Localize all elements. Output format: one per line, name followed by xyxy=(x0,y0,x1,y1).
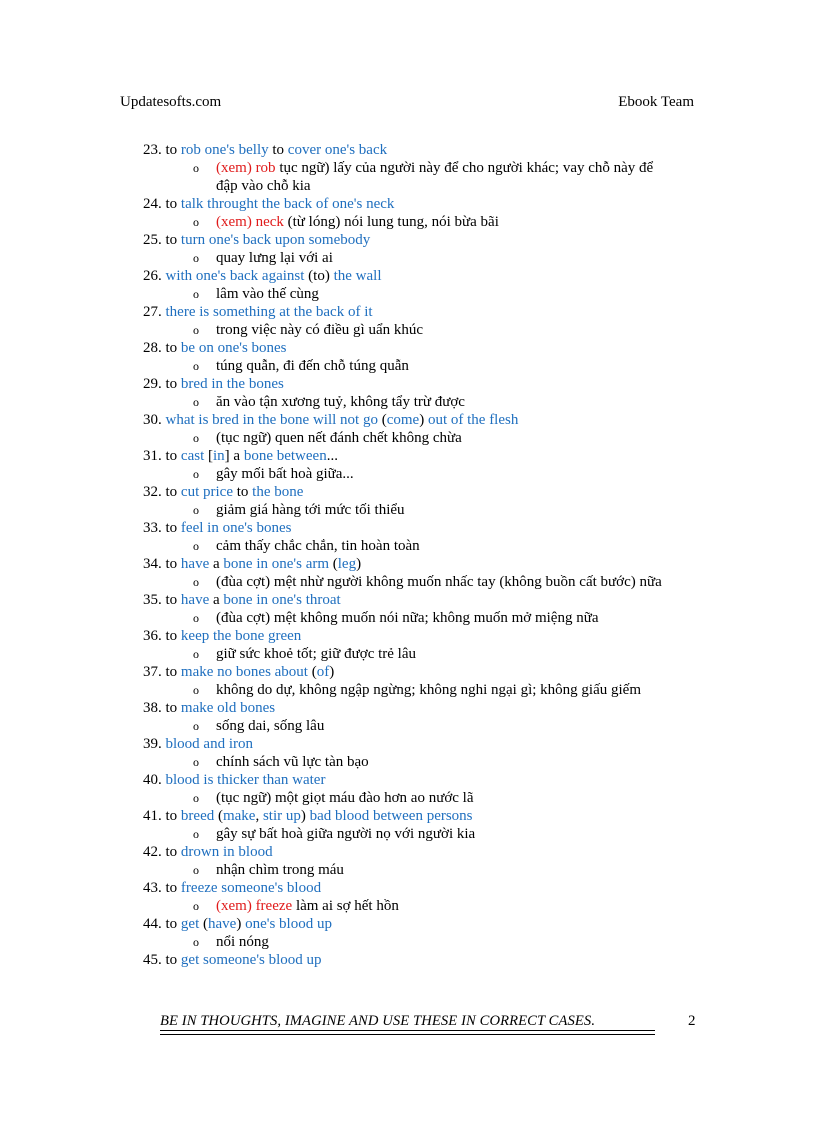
term-text: ) xyxy=(329,664,335,680)
definition-text: ăn vào tận xương tuỷ, không tẩy trừ được xyxy=(216,394,465,410)
term-text: to xyxy=(165,520,181,536)
term-phrase: make old bones xyxy=(180,700,276,716)
bullet-icon: o xyxy=(193,467,199,481)
term-text: ( xyxy=(199,916,208,932)
term-phrase: cover one's back xyxy=(287,142,388,158)
entry-definition xyxy=(143,933,703,951)
term-phrase: in xyxy=(213,448,225,464)
entry-number: 25. xyxy=(143,232,162,248)
term-phrase: bad blood between persons xyxy=(309,808,473,824)
bullet-icon: o xyxy=(193,539,199,553)
term-phrase: bred in the bones xyxy=(180,376,284,392)
entry-number: 34. xyxy=(143,556,162,572)
term-phrase: one's blood up xyxy=(245,916,332,932)
term-phrase: bone in one's arm xyxy=(223,556,330,572)
bullet-icon: o xyxy=(193,395,199,409)
term-text: ] a xyxy=(224,448,244,464)
entry-number: 40. xyxy=(143,772,162,788)
footer-rule-bottom xyxy=(160,1034,655,1035)
entry-number: 32. xyxy=(143,484,162,500)
term-phrase: the bone xyxy=(252,484,304,500)
term-phrase: blood and iron xyxy=(165,736,253,752)
entry-definition xyxy=(143,897,703,915)
footer-rule-top xyxy=(160,1030,655,1031)
entry-number: 39. xyxy=(143,736,162,752)
bullet-icon: o xyxy=(193,827,199,841)
term-phrase: feel in one's bones xyxy=(180,520,292,536)
entry-definition xyxy=(143,429,703,447)
term-phrase: have xyxy=(208,916,237,932)
header-team: Ebook Team xyxy=(618,94,694,110)
entry-term xyxy=(143,699,703,717)
entry-term xyxy=(143,663,703,681)
entry-number: 41. xyxy=(143,808,162,824)
term-phrase: blood is thicker than water xyxy=(165,772,326,788)
entry-number: 44. xyxy=(143,916,162,932)
term-phrase: come xyxy=(386,412,420,428)
bullet-icon: o xyxy=(193,251,199,265)
term-phrase: cut price xyxy=(180,484,233,500)
entry-definition xyxy=(143,753,703,771)
definition-text: tục ngữ) lấy của người này để cho người khác; vay chỗ này để xyxy=(275,160,654,176)
list-item xyxy=(143,951,703,969)
page-number: 2 xyxy=(688,1013,696,1029)
list-item xyxy=(143,915,703,951)
entry-number: 27. xyxy=(143,304,162,320)
list-item xyxy=(143,447,703,483)
term-phrase: freeze someone's blood xyxy=(180,880,322,896)
term-text: to xyxy=(165,232,181,248)
term-phrase: the wall xyxy=(333,268,382,284)
term-text: to xyxy=(165,700,181,716)
list-item xyxy=(143,807,703,843)
entry-number: 29. xyxy=(143,376,162,392)
entry-definition xyxy=(143,393,703,411)
cross-reference: (xem) freeze xyxy=(216,898,293,914)
definition-text: (đùa cợt) mệt không muốn nói nữa; không muốn mở miệng nữa xyxy=(216,610,599,626)
term-text: , xyxy=(255,808,263,824)
bullet-icon: o xyxy=(193,935,199,949)
term-text: to xyxy=(165,808,181,824)
entry-number: 24. xyxy=(143,196,162,212)
definition-text: (từ lóng) nói lung tung, nói bừa bãi xyxy=(283,214,499,230)
entry-term xyxy=(143,771,703,789)
entry-definition xyxy=(143,537,703,555)
entry-term xyxy=(143,375,703,393)
term-text: to xyxy=(165,484,181,500)
term-phrase: turn one's back upon somebody xyxy=(180,232,371,248)
entry-term xyxy=(143,807,703,825)
entry-definition xyxy=(143,717,703,735)
term-text: ( xyxy=(214,808,223,824)
cross-reference: (xem) rob xyxy=(216,160,276,176)
header-site: Updatesofts.com xyxy=(120,94,222,110)
entry-term xyxy=(143,411,703,429)
list-item xyxy=(143,591,703,627)
entry-term xyxy=(143,339,703,357)
definition-text: gây sự bất hoà giữa người nọ với người kia xyxy=(216,826,476,842)
definition-text: gây mối bất hoà giữa... xyxy=(216,466,354,482)
term-text: to xyxy=(165,376,181,392)
term-text: to xyxy=(165,664,181,680)
bullet-icon: o xyxy=(193,503,199,517)
definition-text: chính sách vũ lực tàn bạo xyxy=(216,754,369,770)
entry-number: 45. xyxy=(143,952,162,968)
definition-text: giữ sức khoẻ tốt; giữ được trẻ lâu xyxy=(216,646,416,662)
footer-slogan: BE IN THOUGHTS, IMAGINE AND USE THESE IN CORRECT CASES. xyxy=(160,1013,596,1029)
entry-term xyxy=(143,843,703,861)
bullet-icon: o xyxy=(193,719,199,733)
term-phrase: breed xyxy=(180,808,215,824)
definition-text: lâm vào thế cùng xyxy=(216,286,319,302)
entry-term xyxy=(143,591,703,609)
term-phrase: bone between xyxy=(243,448,327,464)
bullet-icon: o xyxy=(193,215,199,229)
definition-text: trong việc này có điều gì uẩn khúc xyxy=(216,322,424,338)
definition-text: làm ai sợ hết hồn xyxy=(292,898,399,914)
bullet-icon: o xyxy=(193,683,199,697)
term-text: [ xyxy=(204,448,213,464)
entry-number: 26. xyxy=(143,268,162,284)
term-text: ) xyxy=(419,412,428,428)
term-phrase: leg xyxy=(337,556,357,572)
entry-term xyxy=(143,915,703,933)
bullet-icon: o xyxy=(193,755,199,769)
entry-number: 35. xyxy=(143,592,162,608)
entry-definition xyxy=(143,789,703,807)
list-item xyxy=(143,303,703,339)
entry-definition xyxy=(143,285,703,303)
term-text: ... xyxy=(326,448,338,464)
entry-definition xyxy=(143,609,703,627)
list-item xyxy=(143,843,703,879)
entry-definition xyxy=(143,825,703,843)
term-text: ) xyxy=(300,808,310,824)
list-item xyxy=(143,627,703,663)
entry-number: 38. xyxy=(143,700,162,716)
bullet-icon: o xyxy=(193,575,199,589)
bullet-icon: o xyxy=(193,287,199,301)
term-phrase: have xyxy=(180,592,210,608)
definition-text: (tục ngữ) quen nết đánh chết không chừa xyxy=(216,430,462,446)
entry-number: 37. xyxy=(143,664,162,680)
term-text: to xyxy=(165,952,181,968)
term-text: ( xyxy=(377,412,387,428)
term-text: to xyxy=(165,592,181,608)
bullet-icon: o xyxy=(193,647,199,661)
entry-number: 31. xyxy=(143,448,162,464)
term-text: to xyxy=(165,196,181,212)
entry-definition xyxy=(143,861,703,879)
term-phrase: stir up xyxy=(262,808,301,824)
entry-definition xyxy=(143,159,703,177)
list-item xyxy=(143,519,703,555)
term-text: (to) xyxy=(304,268,334,284)
bullet-icon: o xyxy=(193,161,199,175)
entry-term xyxy=(143,555,703,573)
entry-term xyxy=(143,951,703,969)
entry-definition xyxy=(143,501,703,519)
term-text: to xyxy=(165,880,181,896)
entry-number: 30. xyxy=(143,412,162,428)
entry-number: 28. xyxy=(143,340,162,356)
list-item xyxy=(143,411,703,447)
term-text: a xyxy=(209,556,224,572)
entry-number: 33. xyxy=(143,520,162,536)
list-item xyxy=(143,735,703,771)
list-item xyxy=(143,339,703,375)
entry-definition xyxy=(143,357,703,375)
list-item xyxy=(143,555,703,591)
entry-term xyxy=(143,141,703,159)
bullet-icon: o xyxy=(193,791,199,805)
entry-definition xyxy=(143,249,703,267)
entry-number: 36. xyxy=(143,628,162,644)
term-phrase: make xyxy=(222,808,256,824)
entry-definition xyxy=(143,321,703,339)
definition-text: không do dự, không ngập ngừng; không nghi ngại gì; không giấu giếm xyxy=(216,682,641,698)
definition-text: nhận chìm trong máu xyxy=(216,862,344,878)
list-item xyxy=(143,663,703,699)
entry-list xyxy=(143,141,703,969)
list-item xyxy=(143,375,703,411)
term-phrase: be on one's bones xyxy=(180,340,287,356)
entry-definition xyxy=(143,681,703,699)
term-text: to xyxy=(268,142,288,158)
term-text: ( xyxy=(307,664,317,680)
definition-text: nổi nóng xyxy=(216,934,269,950)
cross-reference: (xem) neck xyxy=(216,214,284,230)
list-item xyxy=(143,195,703,231)
definition-text: cảm thấy chắc chắn, tin hoàn toàn xyxy=(216,538,420,554)
term-phrase: get xyxy=(180,916,200,932)
entry-term xyxy=(143,195,703,213)
term-text: ) xyxy=(236,916,246,932)
list-item xyxy=(143,483,703,519)
entry-term xyxy=(143,735,703,753)
entry-term xyxy=(143,879,703,897)
term-text: to xyxy=(165,556,181,572)
entry-definition xyxy=(143,177,703,195)
bullet-icon: o xyxy=(193,611,199,625)
entry-term xyxy=(143,447,703,465)
bullet-icon: o xyxy=(193,899,199,913)
definition-text: giảm giá hàng tới mức tối thiểu xyxy=(216,502,405,518)
list-item xyxy=(143,771,703,807)
entry-number: 42. xyxy=(143,844,162,860)
term-text: to xyxy=(165,844,181,860)
entry-term xyxy=(143,483,703,501)
definition-text: (tục ngữ) một giọt máu đào hơn ao nước lã xyxy=(216,790,474,806)
list-item xyxy=(143,699,703,735)
term-phrase: make no bones about xyxy=(180,664,308,680)
entry-term xyxy=(143,627,703,645)
term-text: to xyxy=(165,142,181,158)
term-phrase: rob one's belly xyxy=(180,142,269,158)
bullet-icon: o xyxy=(193,863,199,877)
entry-number: 43. xyxy=(143,880,162,896)
definition-text: quay lưng lại với ai xyxy=(216,250,333,266)
term-text: ) xyxy=(356,556,362,572)
term-text: to xyxy=(232,484,253,500)
term-phrase: get someone's blood up xyxy=(180,952,322,968)
term-text: to xyxy=(165,628,181,644)
term-phrase: what is bred in the bone will not go xyxy=(165,412,378,428)
term-phrase: have xyxy=(180,556,210,572)
term-phrase: out of the flesh xyxy=(427,412,519,428)
definition-text: (đùa cợt) mệt nhừ người không muốn nhấc tay (không buồn cất bước) nữa xyxy=(216,574,662,590)
entry-definition xyxy=(143,573,703,591)
bullet-icon: o xyxy=(193,359,199,373)
definition-text: sống dai, sống lâu xyxy=(216,718,325,734)
term-phrase: of xyxy=(316,664,330,680)
entry-term xyxy=(143,519,703,537)
entry-number: 23. xyxy=(143,142,162,158)
definition-text: đập vào chỗ kia xyxy=(216,178,311,194)
term-text: to xyxy=(165,340,181,356)
term-phrase: keep the bone green xyxy=(180,628,302,644)
bullet-icon: o xyxy=(193,323,199,337)
term-phrase: with one's back against xyxy=(165,268,305,284)
entry-definition xyxy=(143,465,703,483)
list-item xyxy=(143,231,703,267)
entry-definition xyxy=(143,213,703,231)
list-item xyxy=(143,141,703,195)
term-phrase: drown in blood xyxy=(180,844,273,860)
definition-text: túng quẫn, đi đến chỗ túng quẫn xyxy=(216,358,409,374)
list-item xyxy=(143,267,703,303)
list-item xyxy=(143,879,703,915)
term-phrase: bone in one's throat xyxy=(223,592,341,608)
entry-definition xyxy=(143,645,703,663)
entry-term xyxy=(143,267,703,285)
entry-term xyxy=(143,303,703,321)
term-text: to xyxy=(165,448,181,464)
term-text: a xyxy=(209,592,224,608)
term-phrase: talk throught the back of one's neck xyxy=(180,196,395,212)
term-phrase: there is something at the back of it xyxy=(165,304,373,320)
entry-term xyxy=(143,231,703,249)
term-text: to xyxy=(165,916,181,932)
term-text: ( xyxy=(329,556,338,572)
bullet-icon: o xyxy=(193,431,199,445)
term-phrase: cast xyxy=(180,448,205,464)
